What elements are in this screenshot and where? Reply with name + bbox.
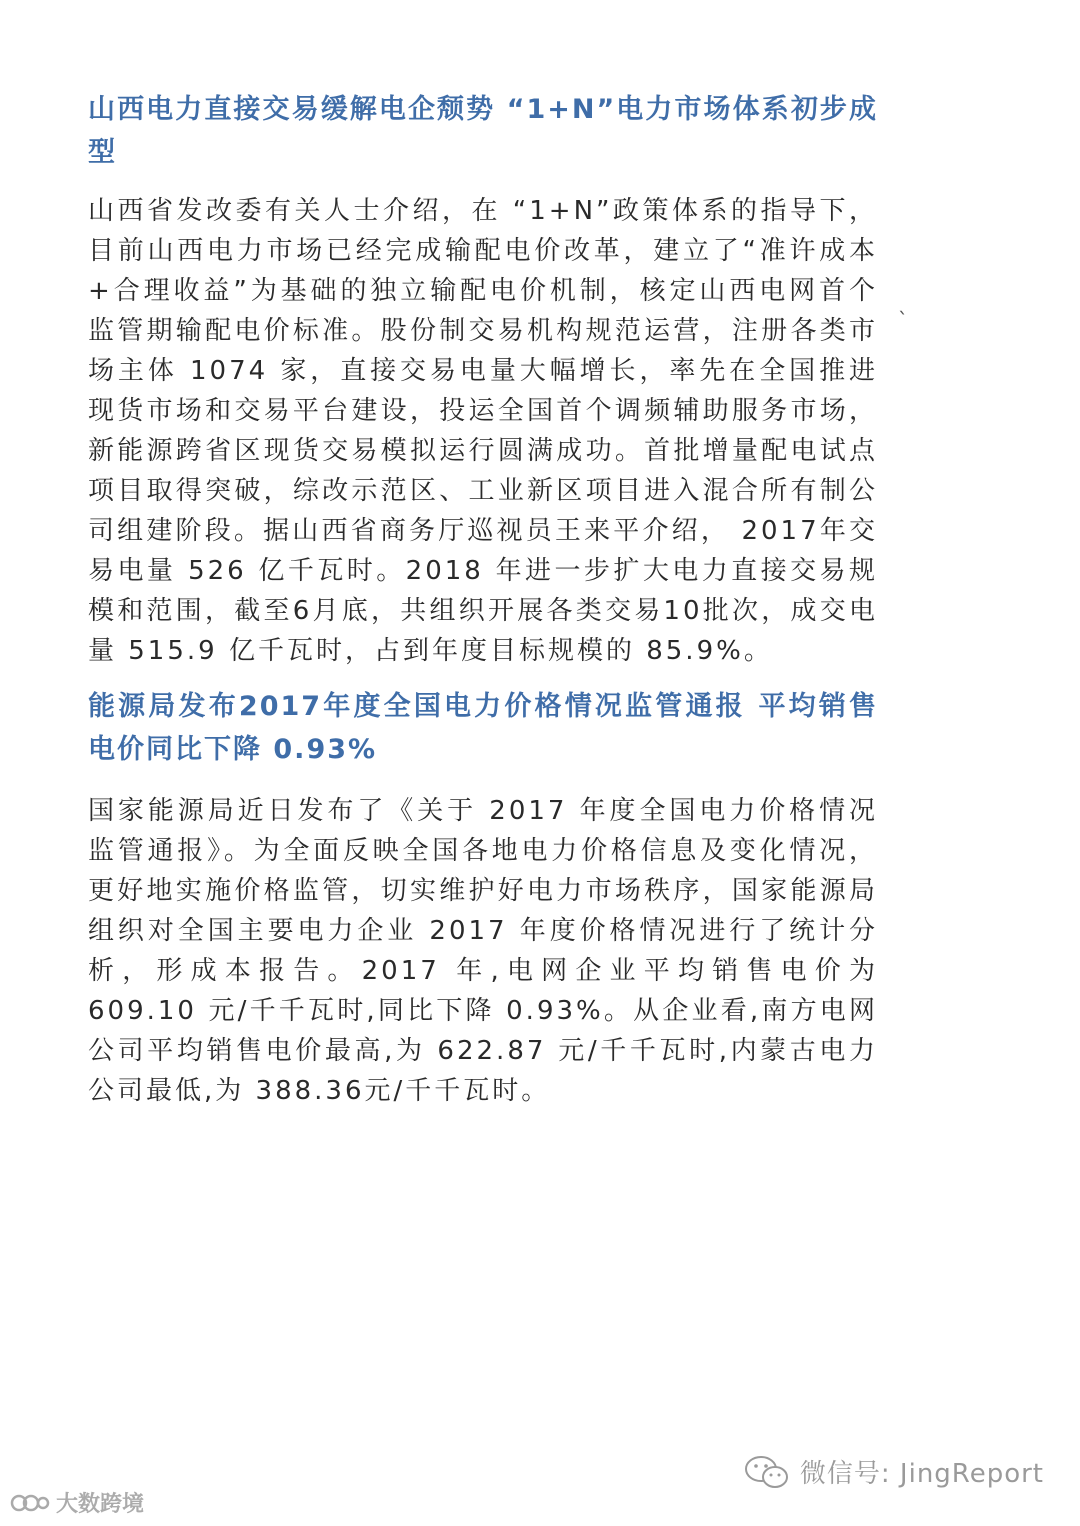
section-heading-shanxi: 山西电力直接交易缓解电企颓势 “1+N”电力市场体系初步成型 — [88, 94, 878, 168]
brand-logo-icon — [10, 1491, 50, 1515]
stray-mark: ` — [898, 308, 908, 332]
section-paragraph-shanxi: 山西省发改委有关人士介绍，在 “1+N”政策体系的指导下，目前山西电力市场已经完成输配电价改革，建立了“准许成本+合理收益”为基础的独立输配电价机制，核定山西电网首个监管期输配电价标准。股份制交易机构规范运营，注册各类市场主体 1074 家，直接交易电量大幅增长，率先在全国推进现货市场和交易平台建设，投运全国首个调频辅助服务市场，新能源跨省区现货交易模拟运行圆满成功。首批增量配电试点项目取得突破，综改示范区、工业新区项目进入混合所有制公司组建阶段。据山西省商务厅巡视员王来平介绍， 2017年交易电量 526 亿千瓦时。2018 年进一步扩大电力直接交易规模和范围，截至6月底，共组织开展各类交易10批次，成交电量 515.9 亿千瓦时，占到年度目标规模的 85.9%。 — [88, 196, 878, 666]
section-paragraph-energy-bureau: 国家能源局近日发布了《关于 2017 年度全国电力价格情况监管通报》。为全面反映全国各地电力价格信息及变化情况，更好地实施价格监管，切实维护好电力市场秩序，国家能源局组织对全国主要电力企业 2017 年度价格情况进行了统计分析，形成本报告。2017 年,电网企业平均销售电价为 609.10 元/千千瓦时,同比下降 0.93%。从企业看,南方电网公司平均销售电价最高,为 622.87 元/千千瓦时,内蒙古电力公司最低,为 388.36元/千千瓦时。 — [88, 796, 878, 1106]
wechat-id-text: 微信号: JingReport — [799, 1459, 1044, 1489]
wechat-icon — [744, 1454, 790, 1490]
brand-watermark — [10, 1487, 144, 1518]
brand-name-text: 大数跨境 — [56, 1492, 145, 1517]
section-heading-energy-bureau: 能源局发布2017年度全国电力价格情况监管通报 平均销售电价同比下降 0.93% — [88, 691, 878, 765]
wechat-watermark — [744, 1453, 1044, 1490]
article — [88, 88, 878, 1111]
